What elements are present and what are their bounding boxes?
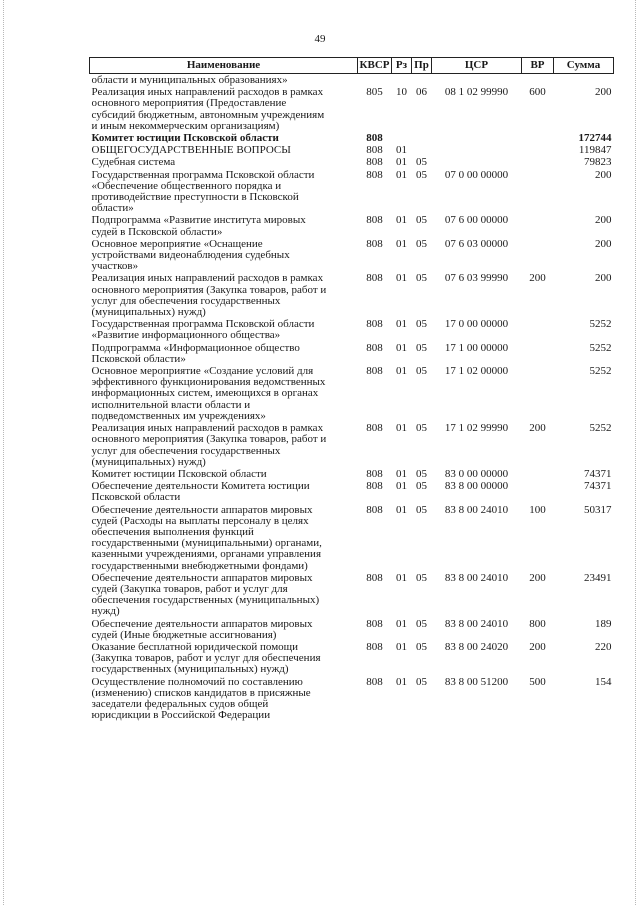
cell-sum: 119847 <box>578 144 612 157</box>
cell-kvsr: 808 <box>366 144 383 157</box>
cell-csr: 17 1 00 00000 <box>444 341 509 354</box>
cell-rz: 01 <box>396 422 407 435</box>
cell-kvsr: 808 <box>366 237 383 250</box>
cell-rz <box>392 74 412 87</box>
cell-vr <box>522 169 554 215</box>
cell-csr: 83 8 00 24010 <box>444 617 509 630</box>
cell-kvsr: 808 <box>366 467 383 480</box>
cell-kvsr: 808 <box>366 422 383 435</box>
cell-name <box>90 422 358 468</box>
cell-rz: 01 <box>396 675 407 688</box>
header-name: Наименование <box>90 58 358 74</box>
cell-name <box>90 318 358 341</box>
cell-csr: 08 1 02 99990 <box>444 86 509 99</box>
cell-csr: 83 8 00 51200 <box>444 675 509 688</box>
table-body <box>90 74 614 722</box>
cell-rz: 01 <box>396 503 407 516</box>
header-rz: Рз <box>392 58 412 74</box>
cell-csr: 83 8 00 00000 <box>444 480 509 493</box>
cell-vr <box>522 365 554 422</box>
cell-rz: 01 <box>396 571 407 584</box>
cell-vr <box>522 144 554 156</box>
cell-rz <box>392 132 412 144</box>
cell-sum: 200 <box>595 86 612 99</box>
cell-pr: 06 <box>416 86 427 99</box>
cell-pr: 05 <box>416 341 427 354</box>
cell-rz: 01 <box>396 272 407 285</box>
cell-csr: 07 6 00 00000 <box>444 214 509 227</box>
cell-name <box>90 676 358 722</box>
cell-rz: 01 <box>396 156 407 169</box>
table-row <box>90 468 614 480</box>
cell-sum: 74371 <box>584 467 612 480</box>
cell-pr: 05 <box>416 617 427 630</box>
cell-kvsr: 808 <box>366 156 383 169</box>
table-row <box>90 342 614 365</box>
cell-vr: 800 <box>529 617 546 630</box>
row-name-text: Основное мероприятие «Оснащение устройствами видеонаблюдения судебных участков» <box>91 237 290 273</box>
row-name-text: ОБЩЕГОСУДАРСТВЕННЫЕ ВОПРОСЫ <box>91 144 291 157</box>
cell-vr: 200 <box>529 272 546 285</box>
cell-name <box>90 342 358 365</box>
cell-vr: 200 <box>529 422 546 435</box>
table-row <box>90 74 614 87</box>
cell-pr: 05 <box>416 675 427 688</box>
cell-csr: 83 8 00 24010 <box>444 503 509 516</box>
cell-sum: 23491 <box>584 571 612 584</box>
cell-kvsr: 808 <box>366 640 383 653</box>
cell-name <box>90 144 358 156</box>
cell-csr: 17 0 00 00000 <box>444 318 509 331</box>
cell-vr <box>522 156 554 168</box>
cell-name <box>90 272 358 318</box>
cell-csr: 17 1 02 00000 <box>444 365 509 378</box>
cell-csr <box>432 156 522 168</box>
table-row <box>90 618 614 641</box>
row-name-text: Судебная система <box>91 156 176 169</box>
cell-rz: 01 <box>396 467 407 480</box>
cell-vr: 200 <box>529 571 546 584</box>
cell-pr: 05 <box>416 365 427 378</box>
cell-name <box>90 468 358 480</box>
cell-sum: 200 <box>595 272 612 285</box>
cell-rz: 01 <box>396 318 407 331</box>
row-name-text: Реализация иных направлений расходов в рамках основного мероприятия (Предоставление субсидий бюджетным, автономным учреждениям и иным некоммерческим организациям) <box>91 86 325 132</box>
cell-pr: 05 <box>416 272 427 285</box>
cell-rz: 01 <box>396 640 407 653</box>
cell-rz: 01 <box>396 480 407 493</box>
row-name-text: Обеспечение деятельности Комитета юстиции Псковской области <box>91 480 310 504</box>
cell-vr: 200 <box>529 640 546 653</box>
cell-kvsr: 808 <box>366 617 383 630</box>
cell-kvsr <box>358 74 392 87</box>
cell-csr: 83 8 00 24020 <box>444 640 509 653</box>
cell-rz: 01 <box>396 144 407 157</box>
table-row <box>90 641 614 676</box>
cell-vr <box>522 480 554 503</box>
header-vr: ВР <box>522 58 554 74</box>
row-name-text: Реализация иных направлений расходов в рамках основного мероприятия (Закупка товаров, работ и услуг для обеспечения государственных (муниципальных) нужд) <box>91 422 327 468</box>
cell-sum: 189 <box>595 617 612 630</box>
table-header-row <box>90 58 614 74</box>
cell-sum: 74371 <box>584 480 612 493</box>
cell-pr: 05 <box>416 168 427 181</box>
cell-pr: 05 <box>416 156 427 169</box>
cell-csr: 07 6 03 00000 <box>444 237 509 250</box>
scan-edge-right <box>635 0 637 905</box>
cell-pr: 05 <box>416 503 427 516</box>
cell-sum: 5252 <box>589 365 612 378</box>
cell-sum: 220 <box>595 640 612 653</box>
table-row <box>90 272 614 318</box>
cell-csr <box>432 132 522 144</box>
cell-sum: 154 <box>595 675 612 688</box>
cell-kvsr: 808 <box>366 675 383 688</box>
cell-pr: 05 <box>416 214 427 227</box>
cell-name <box>90 74 358 87</box>
cell-vr: 100 <box>529 503 546 516</box>
cell-kvsr: 808 <box>366 480 383 493</box>
page-number: 49 <box>314 33 326 45</box>
row-name-text: Обеспечение деятельности аппаратов мировых судей (Закупка товаров, работ и услуг для обеспечения государственных (муниципальных) нужд) <box>91 571 320 618</box>
cell-pr: 05 <box>416 422 427 435</box>
cell-sum: 200 <box>595 214 612 227</box>
cell-name <box>90 214 358 237</box>
row-name-text: Обеспечение деятельности аппаратов мировых судей (Иные бюджетные ассигнования) <box>91 617 313 641</box>
cell-name <box>90 86 358 132</box>
budget-table <box>89 57 614 721</box>
cell-pr <box>412 74 432 87</box>
cell-csr <box>432 74 522 87</box>
scan-edge-left <box>3 0 5 905</box>
cell-kvsr: 808 <box>366 132 383 145</box>
row-name-text: Комитет юстиции Псковской области <box>91 467 267 480</box>
cell-rz: 01 <box>396 617 407 630</box>
cell-pr: 05 <box>416 237 427 250</box>
cell-name <box>90 504 358 572</box>
cell-pr: 05 <box>416 480 427 493</box>
cell-rz: 01 <box>396 168 407 181</box>
cell-vr <box>522 74 554 87</box>
cell-sum <box>554 74 614 87</box>
cell-name <box>90 238 358 273</box>
table-row <box>90 169 614 215</box>
table-row <box>90 365 614 422</box>
cell-kvsr: 808 <box>366 214 383 227</box>
cell-pr <box>412 144 432 156</box>
cell-pr: 05 <box>416 640 427 653</box>
cell-pr: 05 <box>416 467 427 480</box>
cell-csr: 83 8 00 24010 <box>444 571 509 584</box>
cell-vr <box>522 468 554 480</box>
cell-name <box>90 618 358 641</box>
cell-sum: 79823 <box>584 156 612 169</box>
table-row <box>90 214 614 237</box>
cell-kvsr: 808 <box>366 571 383 584</box>
cell-pr <box>412 132 432 144</box>
header-pr: Пр <box>412 58 432 74</box>
cell-name <box>90 641 358 676</box>
cell-sum: 5252 <box>589 318 612 331</box>
cell-name <box>90 365 358 422</box>
row-name-text: Подпрограмма «Развитие института мировых судей в Псковской области» <box>91 214 306 238</box>
table-row <box>90 132 614 144</box>
row-name-text: Государственная программа Псковской области «Обеспечение общественного порядка и противодействие преступности в Псковской области» <box>91 168 315 215</box>
table-row <box>90 480 614 503</box>
table-row <box>90 318 614 341</box>
header-sum: Сумма <box>554 58 614 74</box>
cell-name <box>90 572 358 618</box>
cell-kvsr: 808 <box>366 341 383 354</box>
cell-rz: 01 <box>396 214 407 227</box>
cell-kvsr: 808 <box>366 318 383 331</box>
table-row <box>90 676 614 722</box>
table-row <box>90 238 614 273</box>
row-name-text: Реализация иных направлений расходов в рамках основного мероприятия (Закупка товаров, работ и услуг для обеспечения государственных (муниципальных) нужд) <box>91 272 327 319</box>
row-name-text: Подпрограмма «Информационное общество Псковской области» <box>91 341 300 365</box>
row-name-text: Основное мероприятие «Создание условий для эффективного функционирования ведомственных информационных систем, имеющихся в органах исполнительной власти области и подведомственных им учреждениях» <box>91 365 326 422</box>
cell-vr <box>522 318 554 341</box>
cell-name <box>90 169 358 215</box>
row-name-text: Осуществление полномочий по составлению (изменению) списков кандидатов в присяжные заседатели федеральных судов общей юрисдикции в Российской Федерации <box>91 675 311 722</box>
cell-rz: 01 <box>396 365 407 378</box>
cell-pr: 05 <box>416 318 427 331</box>
cell-kvsr: 808 <box>366 365 383 378</box>
table-row <box>90 572 614 618</box>
cell-pr: 05 <box>416 571 427 584</box>
cell-kvsr: 808 <box>366 272 383 285</box>
cell-name <box>90 480 358 503</box>
table-row <box>90 144 614 156</box>
cell-name <box>90 156 358 168</box>
cell-sum: 50317 <box>584 503 612 516</box>
cell-sum: 5252 <box>589 341 612 354</box>
cell-csr: 07 6 03 99990 <box>444 272 509 285</box>
cell-vr: 500 <box>529 675 546 688</box>
table-row <box>90 422 614 468</box>
cell-sum: 200 <box>595 168 612 181</box>
header-csr: ЦСР <box>432 58 522 74</box>
row-name-text: Обеспечение деятельности аппаратов мировых судей (Расходы на выплаты персоналу в целях обеспечения выполнения функций государственными (муниципальными) органами, казенными учреждениями, органами управления государственными внебюджетными фондами) <box>91 503 322 572</box>
row-name-text: Оказание бесплатной юридической помощи (Закупка товаров, работ и услуг для обеспечения государственных (муниципальных) нужд) <box>91 640 321 676</box>
cell-vr <box>522 342 554 365</box>
row-name-text: области и муниципальных образованиях» <box>91 74 288 86</box>
cell-sum: 172744 <box>578 132 612 145</box>
cell-csr: 07 0 00 00000 <box>444 168 509 181</box>
cell-rz: 01 <box>396 341 407 354</box>
cell-csr: 83 0 00 00000 <box>444 467 509 480</box>
cell-vr <box>522 238 554 273</box>
row-name-text: Государственная программа Псковской области «Развитие информационного общества» <box>91 318 315 342</box>
cell-vr <box>522 132 554 144</box>
cell-sum: 200 <box>595 237 612 250</box>
header-kvsr: КВСР <box>358 58 392 74</box>
cell-vr <box>522 214 554 237</box>
row-name-text: Комитет юстиции Псковской области <box>91 132 279 145</box>
cell-kvsr: 805 <box>366 86 383 99</box>
cell-name <box>90 132 358 144</box>
cell-vr: 600 <box>529 86 546 99</box>
cell-csr <box>432 144 522 156</box>
table-row <box>90 504 614 572</box>
cell-kvsr: 808 <box>366 168 383 181</box>
cell-csr: 17 1 02 99990 <box>444 422 509 435</box>
table-row <box>90 156 614 168</box>
cell-sum: 5252 <box>589 422 612 435</box>
cell-rz: 01 <box>396 237 407 250</box>
cell-rz: 10 <box>396 86 407 99</box>
cell-kvsr: 808 <box>366 503 383 516</box>
table-row <box>90 86 614 132</box>
